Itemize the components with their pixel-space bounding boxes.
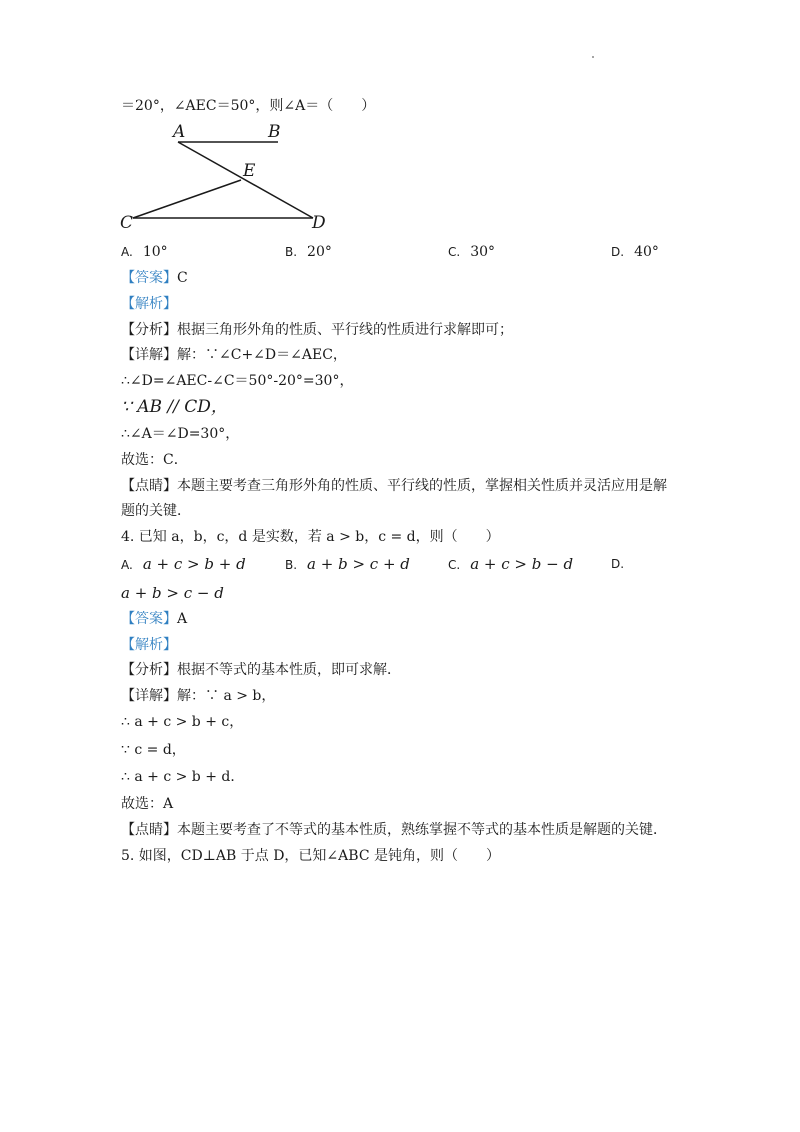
q3-dianjing-cont: 题的关键．	[121, 503, 191, 519]
q4-option-b: B. a + b > c + d	[285, 555, 410, 573]
segment-ce	[133, 180, 241, 218]
q3-option-c: C. 30°	[448, 244, 496, 260]
q4-answer: 【答案】A	[121, 611, 188, 627]
q3-analysis-tag: 【解析】	[121, 296, 177, 312]
q3-step-5: 故选：C．	[121, 452, 188, 468]
point-c-label: C	[120, 213, 134, 230]
q4-option-d: D.	[611, 557, 625, 571]
q4-analysis-tag: 【解析】	[121, 637, 177, 653]
q3-option-b: B. 20°	[285, 244, 332, 260]
q4-step-5: 故选：A	[121, 796, 174, 812]
q3-answer: 【答案】C	[121, 270, 188, 286]
q4-dianjing: 【点睛】本题主要考查了不等式的基本性质，熟练掌握不等式的基本性质是解题的关键．	[121, 822, 667, 838]
q3-step-1: 【详解】解：∵∠C+∠D＝∠AEC，	[121, 347, 347, 363]
point-e-label: E	[243, 161, 256, 181]
q4-option-d-value: a + b > c − d	[121, 584, 224, 602]
q4-fenxi: 【分析】根据不等式的基本性质，即可求解．	[121, 662, 401, 678]
q5-stem: 5. 如图，CD⊥AB 于点 D，已知∠ABC 是钝角，则（ ）	[121, 848, 500, 864]
q4-option-a: A. a + c > b + d	[121, 555, 246, 573]
q3-option-d: D. 40°	[611, 244, 659, 260]
q3-step-4: ∴∠A＝∠D=30°，	[121, 426, 240, 442]
q3-option-a: A. 10°	[121, 244, 168, 260]
q3-step-3: ∵ AB // CD，	[121, 397, 228, 417]
point-b-label: B	[268, 122, 281, 142]
q3-step-2: ∴∠D=∠AEC-∠C＝50°-20°=30°，	[121, 373, 354, 389]
q4-step-4: ∴ a + c > b + d．	[121, 769, 245, 785]
point-d-label: D	[312, 213, 326, 230]
q4-step-1: 【详解】解：∵ a > b，	[121, 688, 276, 704]
q4-stem: 4. 已知 a，b，c，d 是实数，若 a > b，c = d，则（ ）	[121, 529, 500, 545]
corner-dot	[592, 56, 594, 58]
q4-step-2: ∴ a + c > b + c，	[121, 714, 244, 730]
q3-dianjing: 【点睛】本题主要考查三角形外角的性质、平行线的性质，掌握相关性质并灵活应用是解	[121, 478, 667, 494]
q3-stem-tail: ＝20°，∠AEC＝50°，则∠A＝（ ）	[121, 98, 376, 114]
point-a-label: A	[173, 122, 186, 142]
q3-fenxi: 【分析】根据三角形外角的性质、平行线的性质进行求解即可；	[121, 322, 513, 338]
q3-figure	[115, 120, 355, 230]
q4-step-3: ∵ c = d，	[121, 742, 186, 758]
q4-option-c: C. a + c > b − d	[448, 555, 574, 573]
